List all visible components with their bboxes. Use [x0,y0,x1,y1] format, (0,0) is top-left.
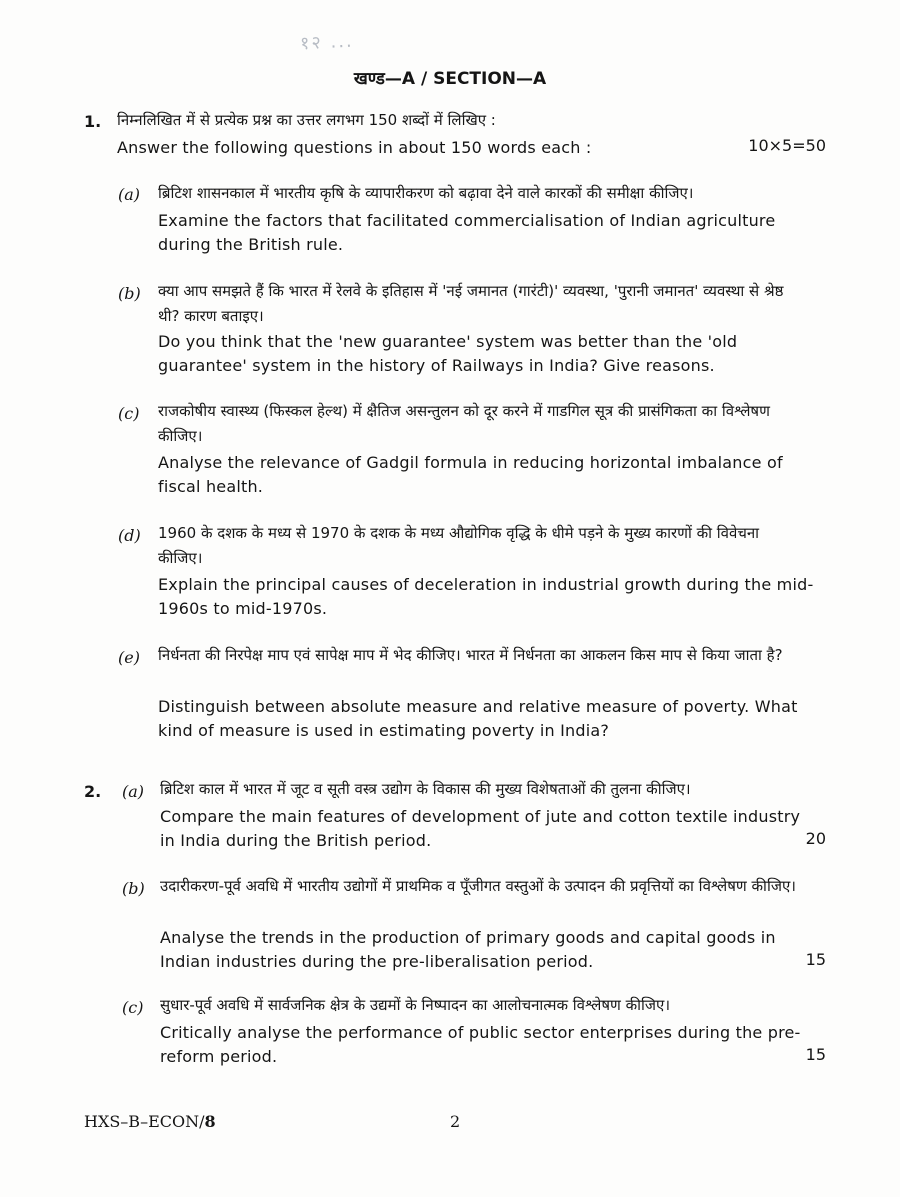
q1-part-a-hindi: ब्रिटिश शासनकाल में भारतीय कृषि के व्यापारीकरण को बढ़ावा देने वाले कारकों की समीक्षा कीजिए। [158,184,694,202]
q1-part-e-english: Distinguish between absolute measure and relative measure of poverty. What kind of measure is used in estimating poverty in India? [158,697,798,740]
section-heading: खण्ड—A / SECTION—A [353,69,547,89]
q2-part-b-english: Analyse the trends in the production of primary goods and capital goods in Indian industries during the pre-liberalisation period. [160,928,776,971]
q1-part-d-hindi: 1960 के दशक के मध्य से 1970 के दशक के मध्य औद्योगिक वृद्धि के धीमे पड़ने के मुख्य कारणों की विवेचना कीजिए। [158,524,760,567]
q1-marks: 10×5=50 [748,136,826,155]
pencil-scribble: १२ ... [299,30,355,55]
q2-part-b-marks: 15 [805,950,826,969]
q1-part-c-english: Analyse the relevance of Gadgil formula in reducing horizontal imbalance of fiscal health. [158,453,783,496]
q1-part-c-label: (c) [118,404,140,423]
q2-part-c-marks: 15 [805,1045,826,1064]
q2-part-a-english: Compare the main features of development of jute and cotton textile industry in India during the British period. [160,807,801,850]
q1-part-e-hindi: निर्धनता की निरपेक्ष माप एवं सापेक्ष माप में भेद कीजिए। भारत में निर्धनता का आकलन किस माप से किया जाता है? [158,646,783,664]
page-number: 2 [450,1112,461,1131]
q1-part-d-label: (d) [118,526,141,545]
q1-part-a-label: (a) [118,185,141,204]
q1-instruction-english: Answer the following questions in about 150 words each : [117,138,592,157]
paper-code [84,1112,216,1131]
q1-part-a-english: Examine the factors that facilitated commercialisation of Indian agriculture during the British rule. [158,211,776,254]
q2-part-c-label: (c) [122,998,144,1017]
q1-part-d-english: Explain the principal causes of deceleration in industrial growth during the mid-1960s to mid-1970s. [158,575,814,618]
q1-part-c-hindi: राजकोषीय स्वास्थ्य (फिस्कल हेल्थ) में क्षैतिज असन्तुलन को दूर करने में गाडगिल सूत्र की प्रासंगिकता का विश्लेषण कीजिए। [158,402,770,445]
q2-part-a-hindi: ब्रिटिश काल में भारत में जूट व सूती वस्त्र उद्योग के विकास की मुख्य विशेषताओं की तुलना कीजिए। [160,780,691,798]
question-number-1: 1. [84,112,102,131]
q1-instruction-hindi: निम्नलिखित में से प्रत्येक प्रश्न का उत्तर लगभग 150 शब्दों में लिखिए : [117,111,496,129]
q1-part-b-english: Do you think that the 'new guarantee' system was better than the 'old guarantee' system in the history of Railways in India? Give reasons. [158,332,738,375]
q2-part-c-english: Critically analyse the performance of public sector enterprises during the pre-reform period. [160,1023,801,1066]
q1-part-e-label: (e) [118,648,140,667]
q1-part-b-label: (b) [118,284,141,303]
q2-part-b-hindi: उदारीकरण-पूर्व अवधि में भारतीय उद्योगों में प्राथमिक व पूँजीगत वस्तुओं के उत्पादन की प्रवृत्तियों का विश्लेषण कीजिए। [160,877,796,895]
q2-part-b-label: (b) [122,879,145,898]
q2-part-a-label: (a) [122,782,145,801]
paper-code-suffix: 8 [204,1112,216,1131]
paper-code-prefix: HXS–B–ECON/ [84,1112,205,1131]
q2-part-c-hindi: सुधार-पूर्व अवधि में सार्वजनिक क्षेत्र के उद्यमों के निष्पादन का आलोचनात्मक विश्लेषण कीजिए। [160,996,671,1014]
q2-part-a-marks: 20 [805,829,826,848]
q1-part-b-hindi: क्या आप समझते हैं कि भारत में रेलवे के इतिहास में 'नई जमानत (गारंटी)' व्यवस्था, 'पुरानी जमानत' व्यवस्था से श्रेष्ठ थी? कारण बताइए। [158,282,784,325]
question-number-2: 2. [84,782,102,801]
